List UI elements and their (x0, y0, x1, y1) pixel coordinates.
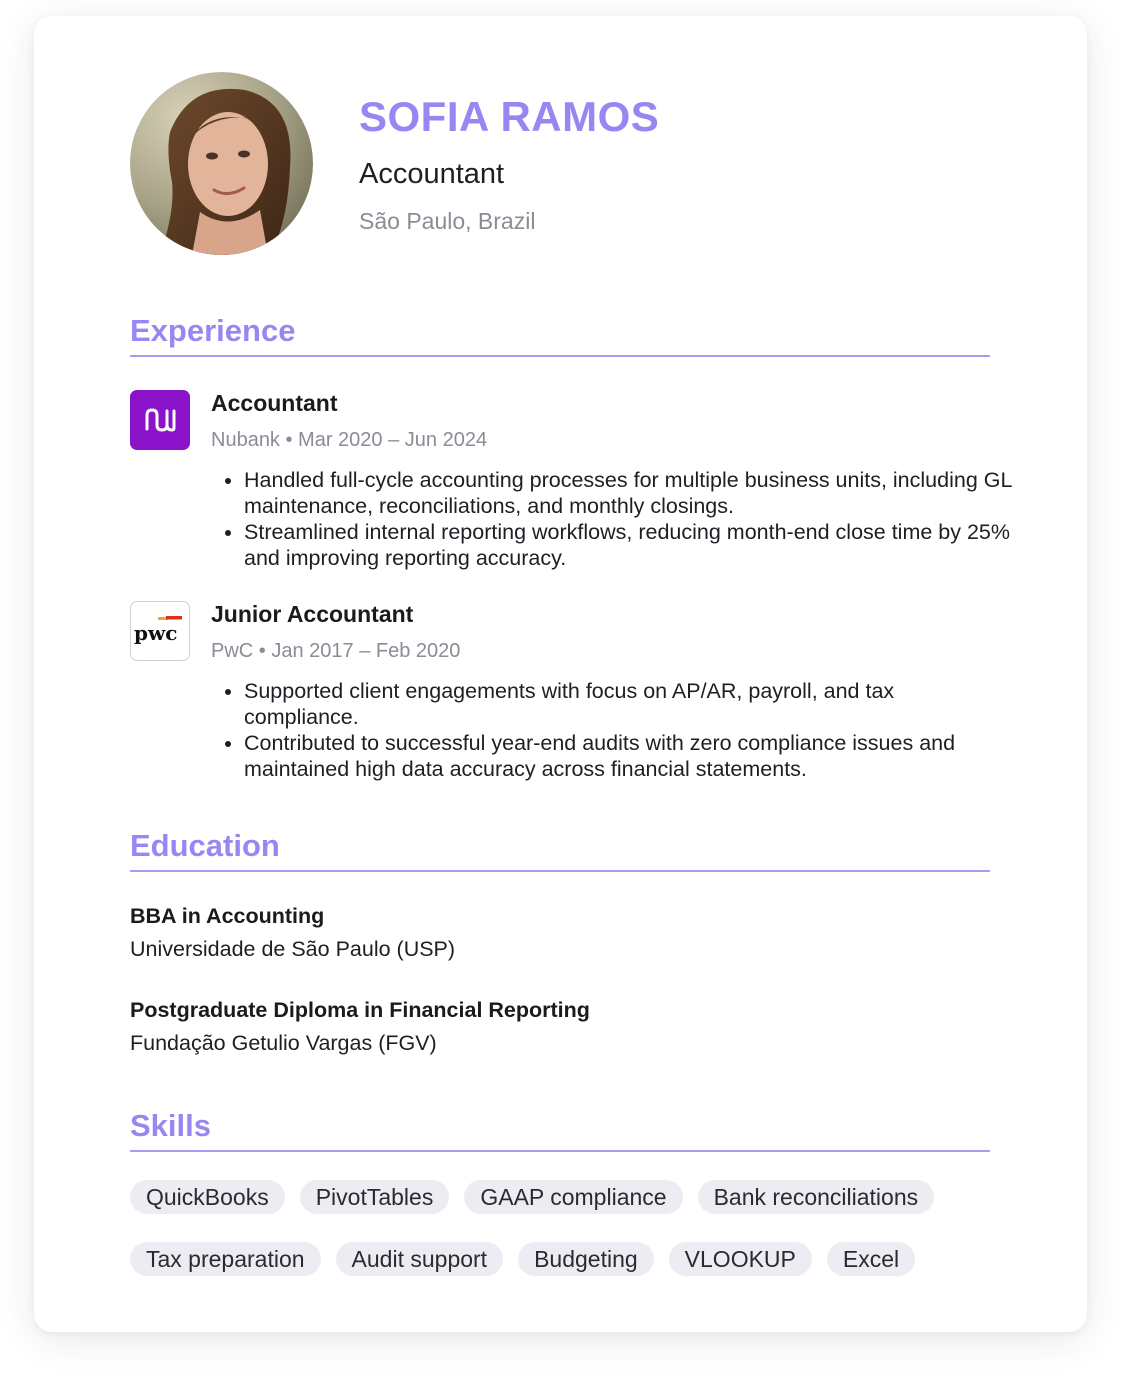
education-school: Universidade de São Paulo (USP) (130, 937, 456, 961)
skill-chip: Bank reconciliations (698, 1180, 935, 1214)
job-bullet: • Contributed to successful year-end audits with zero compliance issues and maintained high data accuracy across financial statements. (244, 730, 1014, 782)
avatar (130, 72, 313, 255)
candidate-location: São Paulo, Brazil (359, 208, 536, 234)
skill-chip: Budgeting (518, 1242, 654, 1276)
skills-heading: Skills (130, 1108, 990, 1152)
pwc-logo-icon (130, 601, 190, 661)
skill-chip: Tax preparation (130, 1242, 321, 1276)
candidate-name: SOFIA RAMOS (359, 93, 660, 140)
education-heading: Education (130, 828, 990, 872)
education-school: Fundação Getulio Vargas (FGV) (130, 1031, 437, 1055)
job-bullet: • Supported client engagements with focus on AP/AR, payroll, and tax compliance. (244, 678, 1014, 730)
experience-heading: Experience (130, 313, 990, 357)
skill-chip: VLOOKUP (669, 1242, 812, 1276)
skills-row (130, 1242, 915, 1276)
job-meta: PwC • Jan 2017 – Feb 2020 (211, 640, 461, 662)
skills-row (130, 1180, 934, 1214)
candidate-role: Accountant (359, 158, 505, 190)
job-bullet: • Streamlined internal reporting workflows, reducing month-end close time by 25% and improving reporting accuracy. (244, 519, 1014, 571)
job-title: Accountant (211, 390, 338, 416)
job-meta: Nubank • Mar 2020 – Jun 2024 (211, 429, 488, 451)
education-degree: Postgraduate Diploma in Financial Reporting (130, 998, 590, 1022)
skill-chip: QuickBooks (130, 1180, 285, 1214)
skill-chip: Audit support (336, 1242, 504, 1276)
education-degree: BBA in Accounting (130, 904, 325, 928)
resume-card (34, 16, 1087, 1332)
job-bullets (218, 678, 1014, 782)
job-title: Junior Accountant (211, 601, 414, 627)
skill-chip: PivotTables (300, 1180, 450, 1214)
skill-chip: GAAP compliance (464, 1180, 682, 1214)
job-bullet: • Handled full-cycle accounting processes for multiple business units, including GL maintenance, reconciliations, and monthly closings. (244, 467, 1014, 519)
nubank-logo-icon (130, 390, 190, 450)
skill-chip: Excel (827, 1242, 915, 1276)
job-bullets (218, 467, 1014, 571)
svg-text:pwc: pwc (134, 621, 178, 645)
